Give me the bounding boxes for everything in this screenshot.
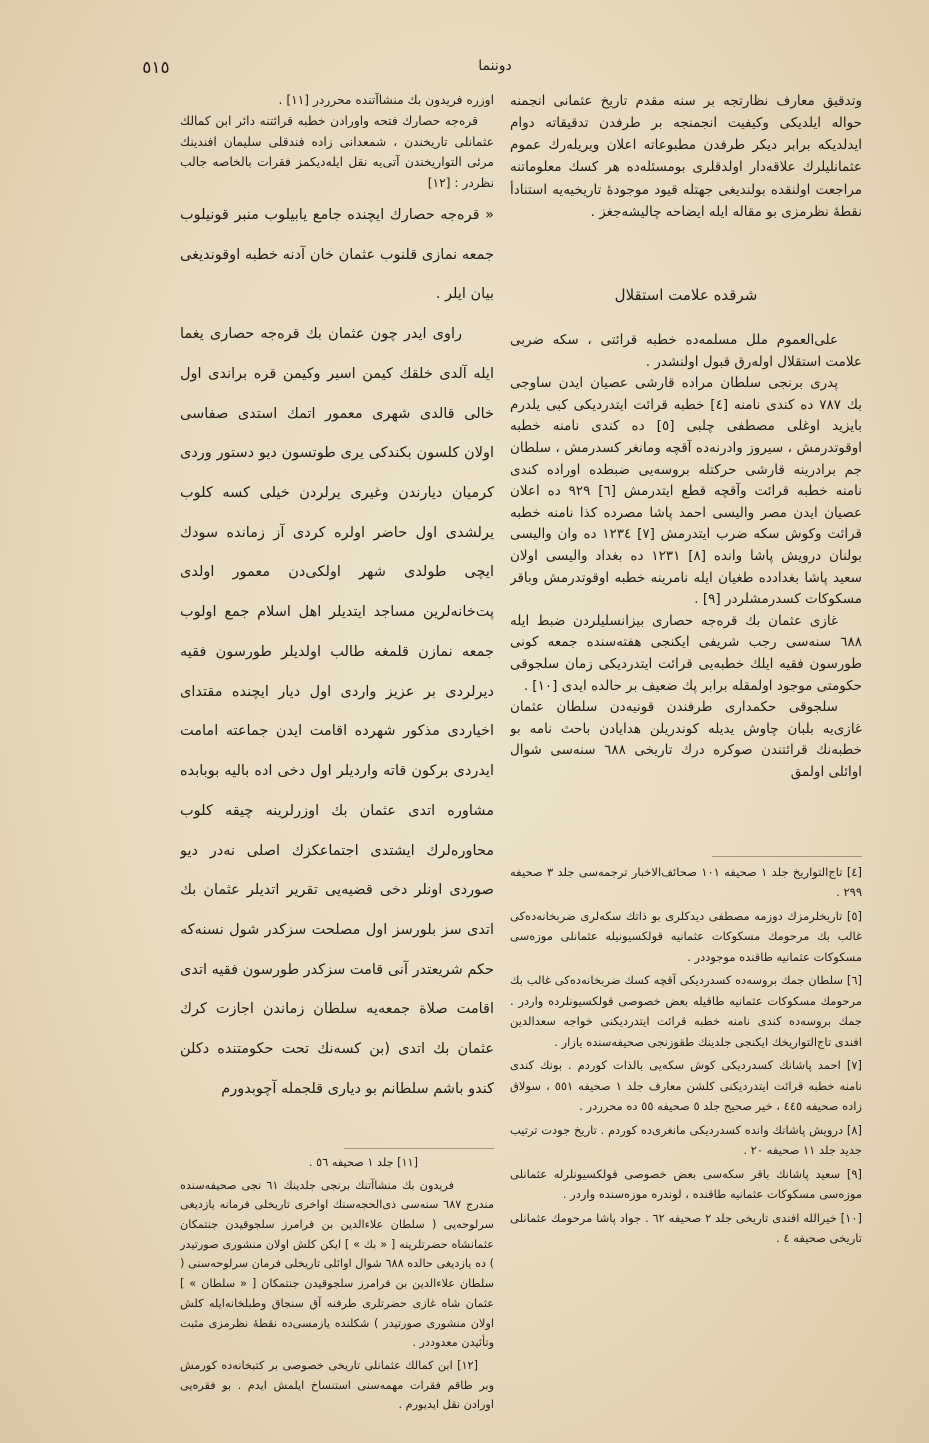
footnote: [٧] احمد پاشانك كسدرديكی كوش سكه‌يی بالذات كوردم . بونك كندی نامنه خطبه قرائت ايتدرديكنی كلشن معارف جلد ١ صحيفه ٥٥١ ، سولاق زاده صحيفه ٤٤٥ ، خير صحيح جلد ٥ صحيفه ٥٥ ده محرردر . — [510, 1058, 862, 1114]
footnote: [٥] تاريخلرمزك دوزمه مصطفی ديدكلری بو ذاتك سكه‌لری ضربخانه‌ده‌كی غالب بك مرحومك مسكوكات عثمانيه قولكسيونيله عثمانلی موزه‌سی مسكوكات عثمانيه طاقنده موجوددر . — [510, 908, 862, 964]
running-header: دوننما — [478, 58, 512, 74]
footnote-11-text: فريدون بك منشاآتنك برنجی جلدينك ٦١ نجی صحيفه‌سنده مندرج ٦٨٧ سنه‌سی ذی‌الحجه‌سنك اواخری تاريخلی فرمانه يازديغی سرلوحه‌يی ( سلطان علاءالدين بن فرامرز سلجوقيدن جنتمكان عثمانشاه حضرتلرينه [ « بك » ] ايكن كلش اولان منشوری صورتيدر ) ده يازديغی حالده ٦٨٨ شوال اوائلی تاريخلی فرمان سرلوحه‌سنی ( سلطان علاءالدين بن فرامرز سلجوقيدن جنتمكان [ « سلطان » ] عثمان شاه غازی حضرتلری طرفنه آق سنجاق وطبلخانه‌ايله كلش اولان منشوری صورتيدر ) شكلنده يازمسی‌ده نقطهٔ نظرمزی مثبت وتأئيدن معدوددر . — [180, 1178, 494, 1350]
left-column-footnotes — [180, 1153, 494, 1421]
left-column-top — [180, 90, 494, 194]
left-column-quotation — [180, 196, 494, 1142]
footnote-12-text: [١٢] ابن كمالك عثمانلی تاريخی خصوصی بر كتبخانه‌ده كورمش وبر طاقم فقرات مهمه‌سنی استنساخ ايلمش ايدم . بو فقره‌يی اورادن نقل ايديورم . — [180, 1358, 494, 1412]
quote-intro-paragraph: قره‌جه حصارك فتحه واورادن خطبه قرائتنه دائر ابن كمالك عثمانلی تاريخندن ، شمعدانی زاده فندقلی سليمان افندينك مرئی التواريخندن آتی‌يه نقل ايله‌ديكمز فقرات بالخاصه جالب نظردر : [١٢] — [180, 113, 494, 191]
footnote: [٨] درويش پاشانك وانده كسدرديكی مانغری‌ده كوردم . تاريخ جودت ترتيب جديد جلد ١١ صحيفه ٢٠ . — [510, 1122, 862, 1158]
footnote: [٤] تاج‌التواريخ جلد ١ صحيفه ١٠١ صحائف‌الاخبار ترجمه‌سی جلد ٣ صحيفه ٢٩٩ . — [510, 865, 862, 900]
continuation-line: اوزره فريدون بك منشاآتنده محرردر [١١] . — [278, 93, 494, 107]
right-column-footnotes — [510, 862, 862, 1390]
footnote-rule — [712, 856, 862, 857]
footnote: [٩] سعيد پاشانك باقر سكه‌سی بعض خصوصی قولكسيونلرله عثمانلی موزه‌سی مسكوكات عثمانيه طاقنده ، لوندره موزه‌سنده واردر . — [510, 1166, 862, 1202]
body-paragraph: سلجوقی حكمداری طرفندن قونيه‌دن سلطان عثمان غازی‌يه بلبان چاوش يديله كوندريلن هدايادن باحث نامه بو خطبه‌نك قرائتندن صوكره درك تاريخی ٦٨٨ سنه‌سی شوال اوائلی اولمق — [510, 699, 862, 780]
footnote-11-reference: [١١] جلد ١ صحيفه ٥٦ . — [309, 1156, 418, 1169]
body-paragraph: پدری برنجی سلطان مراده قارشی عصيان ايدن ساوجی بك ٧٨٧ ده كندی نامنه [٤] خطبه قرائت ايتدرديكی كبی يلدرم بايزيد اوغلی مصطفی چلبی [٥] ده كندی نامنه خطبه اوقوتدرمش ، سيروز وادرنه‌ده آقچه ومانغر كسدرمش ، سلطان جم برادرينه قارشی حركتله بروسه‌يی ضبطده اوراده كندی نامنه خطبه قرائت وآقچه قطع ايتدرمش [٦] ٩٢٩ ده اعلان عصيان ايدن مصر واليسی احمد پاشا مصرده كذا نامنه خطبه قرائت وكوش سكه ضرب ايتدرمش [٧] ١٢٣٤ ده وان واليسی بولنان درويش پاشا وانده [٨] ١٢٣١ ده بغداد واليسی اولان سعيد پاشا بغدادده طغيان ايله نامرينه خطبه اوقوتدرمش وباقر مسكوكات كسدرمشلردر [٩] . — [510, 375, 862, 608]
body-paragraph: علی‌العموم ملل مسلمه‌ده خطبه قرائتی ، سكه ضربی علامت استقلال اوله‌رق قبول اولنشدر . — [510, 332, 862, 370]
right-column-intro — [510, 90, 862, 232]
page-number: ٥١٥ — [142, 58, 170, 78]
quotation-narrative: راوی ايدر چون عثمان بك قره‌جه حصاری يغما ايله آلدی خلقك كيمن اسير وكيمن قره براندی اول خالی قالدی شهری معمور اتمك استدی صفاسی اولان كلسون بكندكی يری طوتسون ديو دستور وردی كرميان ديارندن وغيری يرلردن خيلی كسه كلوب يرلشدی اول حاضر اولره كردی آز زمانده سودك ايچی طولدی شهر اولكی‌دن معمور اولدی پت‌خانه‌لرين مساجد ايتديلر اهل اسلام جمع اولوب جمعه نمازن قلمغه طالب اولديلر طورسون فقيه ديرلردی بر عزيز واردی اول ديار ايچنده مقتدای اخياردی مذكور شهرده اقامت ايدن جماعته امامت ايدردی بركون قاته وارديلر اول دخی اده باليه بوبابده مشاوره اتدی عثمان بك اوزرلرينه چيقه كلوب محاوره‌لرك ايشتدی اجتماعكزك اصلی نه‌در ديو صوردی اونلر دخی قضيه‌يی تقرير اتديلر عثمان بك اتدی سز بلورسز اول مصلحت سزكدر شول نسنه‌كه حكم شريعتدر آنی قامت سزكدر طورسون فقيه اتدی اقامت صلاة جمعه‌يه سلطان زماندن اجازت كرك عثمان بك اتدی (بن كسه‌نك تحت حكومتنده دكلن كندو باشم سلطانم بو دياری قلجمله آچوبدورم — [180, 326, 494, 1097]
intro-paragraph: وتدقيق معارف نظارتجه بر سنه مقدم تاريخ عثمانی انجمنه حواله ايلديكی وكيفيت انجمنجه بر طرفدن تدقيقاته دوام ايدلديكه برابر ديكر طرفدن مطبوعاته اعلان ويريله‌رك عموم عثمانليلرك علاقه‌دار اولدقلری بومسئله‌ده هر كسك معلوماتنه مراجعت اولنقده بولنديغی جهتله قيود موجودهٔ تاريخيه‌يه استنادأ نقطهٔ نظرمزی بو مقاله ايله ايضاحه چاليشه‌جغز . — [510, 93, 862, 220]
section-heading: شرقده علامت استقلال — [614, 286, 758, 304]
footnote: [٦] سلطان جمك بروسه‌ده كسدرديكی آقچه كسك ضربخانه‌ده‌كی غالب بك مرحومك مسكوكات عثمانيه طاقيله بعض خصوصی قولكسيونلرده واردر . جمك بروسه‌ده كندی نامنه خطبه قرائت ايتدرديكنی خواجه سعدالدين افندی تاج‌التواريخك ايكنجی جلدينك طقوزنجی صحيفه‌سنده يازار . — [510, 973, 862, 1049]
right-column-body — [510, 330, 862, 852]
quotation-opening: « قره‌جه حصارك ايچنده جامع يابيلوب منبر قونيلوب جمعه نمازی قلنوب عثمان خان آدنه خطبه اوقونديغی بيان ايلر . — [180, 207, 494, 303]
footnote-rule — [344, 1148, 494, 1149]
footnote: [١٠] خيرالله افندی تاريخی جلد ٢ صحيفه ٦٢ . جواد پاشا مرحومك عثمانلی تاريخی صحيفه ٤ . — [510, 1210, 862, 1245]
body-paragraph: غازی عثمان بك قره‌جه حصاری بيزانسليلردن ضبط ايله ٦٨٨ سنه‌سی رجب شريفی ايكنجی هفته‌سنده جمعه كونی طورسون فقيه ايلك خطبه‌يی قرائت ايتدرديكی زمان سلجوقی حكومتی موجود اولمقله برابر پك ضعيف بر حالده ايدی [١٠] . — [510, 612, 862, 694]
